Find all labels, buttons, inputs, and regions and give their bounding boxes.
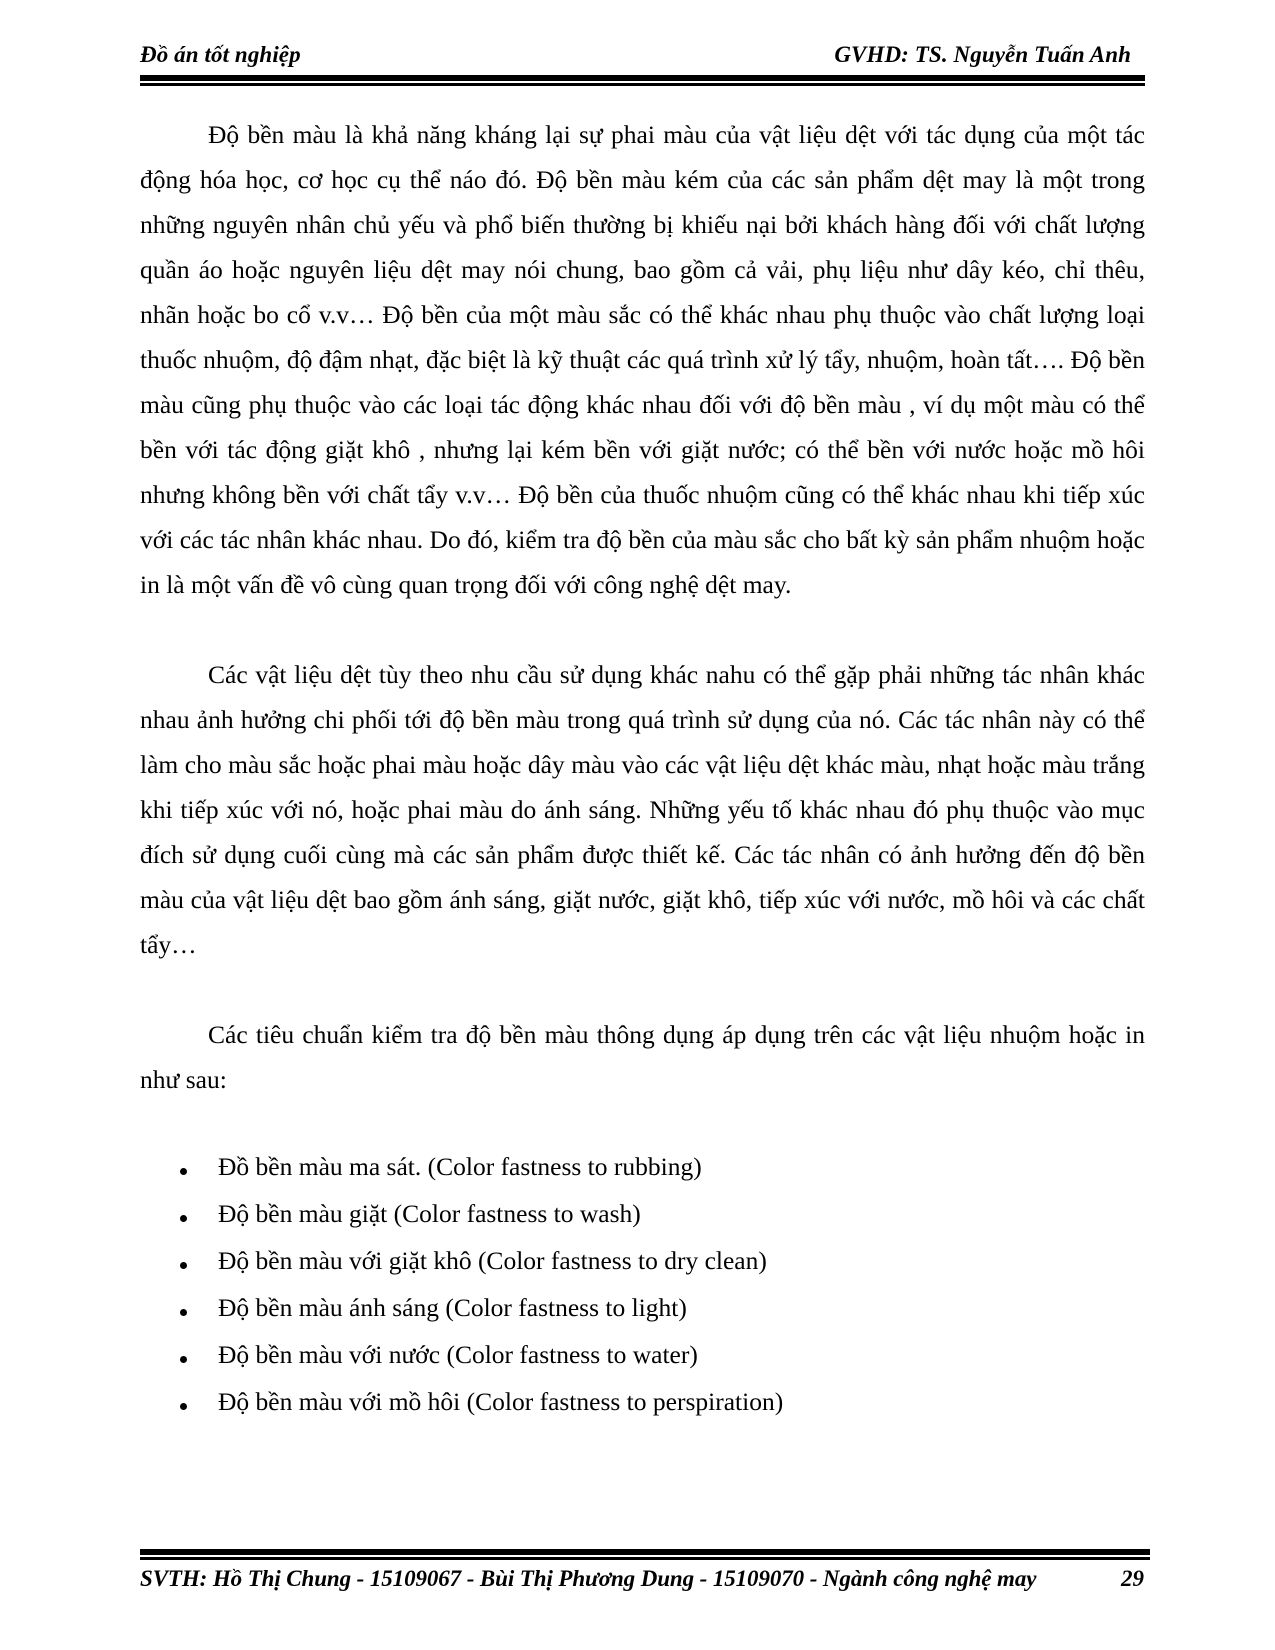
page-footer (140, 1549, 1150, 1592)
list-item: Độ bền màu với nước (Color fastness to water) (140, 1332, 1145, 1378)
list-item: Độ bền màu với giặt khô (Color fastness to dry clean) (140, 1238, 1145, 1284)
paragraph-1: Độ bền màu là khả năng kháng lại sự phai màu của vật liệu dệt với tác dụng của một tác động hóa học, cơ học cụ thể náo đó. Độ bền màu kém của các sản phẩm dệt may là một trong những nguyên nhân chủ yếu và phổ biến thường bị khiếu nại bởi khách hàng đối với chất lượng quần áo hoặc nguyên liệu dệt may nói chung, bao gồm cả vải, phụ liệu như dây kéo, chỉ thêu, nhãn hoặc bo cổ v.v… Độ bền của một màu sắc có thể khác nhau phụ thuộc vào chất lượng loại thuốc nhuộm, độ đậm nhạt, đặc biệt là kỹ thuật các quá trình xử lý tẩy, nhuộm, hoàn tất…. Độ bền màu cũng phụ thuộc vào các loại tác động khác nhau đối với độ bền màu , ví dụ một màu có thể bền với tác động giặt khô , nhưng lại kém bền với giặt nước; có thể bền với nước hoặc mồ hôi nhưng không bền với chất tẩy v.v… Độ bền của thuốc nhuộm cũng có thể khác nhau khi tiếp xúc với các tác nhân khác nhau. Do đó, kiểm tra độ bền của màu sắc cho bất kỳ sản phẩm nhuộm hoặc in là một vấn đề vô cùng quan trọng đối với công nghệ dệt may. (140, 120, 1145, 599)
color-fastness-standards-list (140, 1144, 1145, 1425)
list-item: Độ bền màu với mồ hôi (Color fastness to perspiration) (140, 1379, 1145, 1425)
header-title-left: Đồ án tốt nghiệp (140, 42, 301, 67)
paragraph-2: Các vật liệu dệt tùy theo nhu cầu sử dụng khác nahu có thể gặp phải những tác nhân khác nhau ảnh hưởng chi phối tới độ bền màu trong quá trình sử dụng của nó. Các tác nhân này có thể làm cho màu sắc hoặc phai màu hoặc dây màu vào các vật liệu dệt khác màu, nhạt hoặc màu trắng khi tiếp xúc với nó, hoặc phai màu do ánh sáng. Những yếu tố khác nhau đó phụ thuộc vào mục đích sử dụng cuối cùng mà các sản phẩm được thiết kế. Các tác nhân có ảnh hưởng đến độ bền màu của vật liệu dệt bao gồm ánh sáng, giặt nước, giặt khô, tiếp xúc với nước, mồ hôi và các chất tẩy… (140, 660, 1145, 959)
paragraph-3: Các tiêu chuẩn kiểm tra độ bền màu thông dụng áp dụng trên các vật liệu nhuộm hoặc in như sau: (140, 1020, 1145, 1094)
page-number: 29 (1121, 1566, 1144, 1591)
footer-authors: SVTH: Hồ Thị Chung - 15109067 - Bùi Thị Phương Dung - 15109070 - Ngành công nghệ may (140, 1566, 1037, 1591)
page-header (140, 42, 1145, 86)
list-item: Độ bền màu ánh sáng (Color fastness to light) (140, 1285, 1145, 1331)
list-item: Độ bền màu giặt (Color fastness to wash) (140, 1191, 1145, 1237)
list-item: Đồ bền màu ma sát. (Color fastness to rubbing) (140, 1144, 1145, 1190)
footer-row (140, 1566, 1150, 1592)
page-body (140, 112, 1145, 1426)
header-row (140, 42, 1145, 68)
footer-rule (140, 1549, 1150, 1560)
header-rule (140, 75, 1145, 86)
header-title-right: GVHD: TS. Nguyễn Tuấn Anh (834, 42, 1131, 67)
